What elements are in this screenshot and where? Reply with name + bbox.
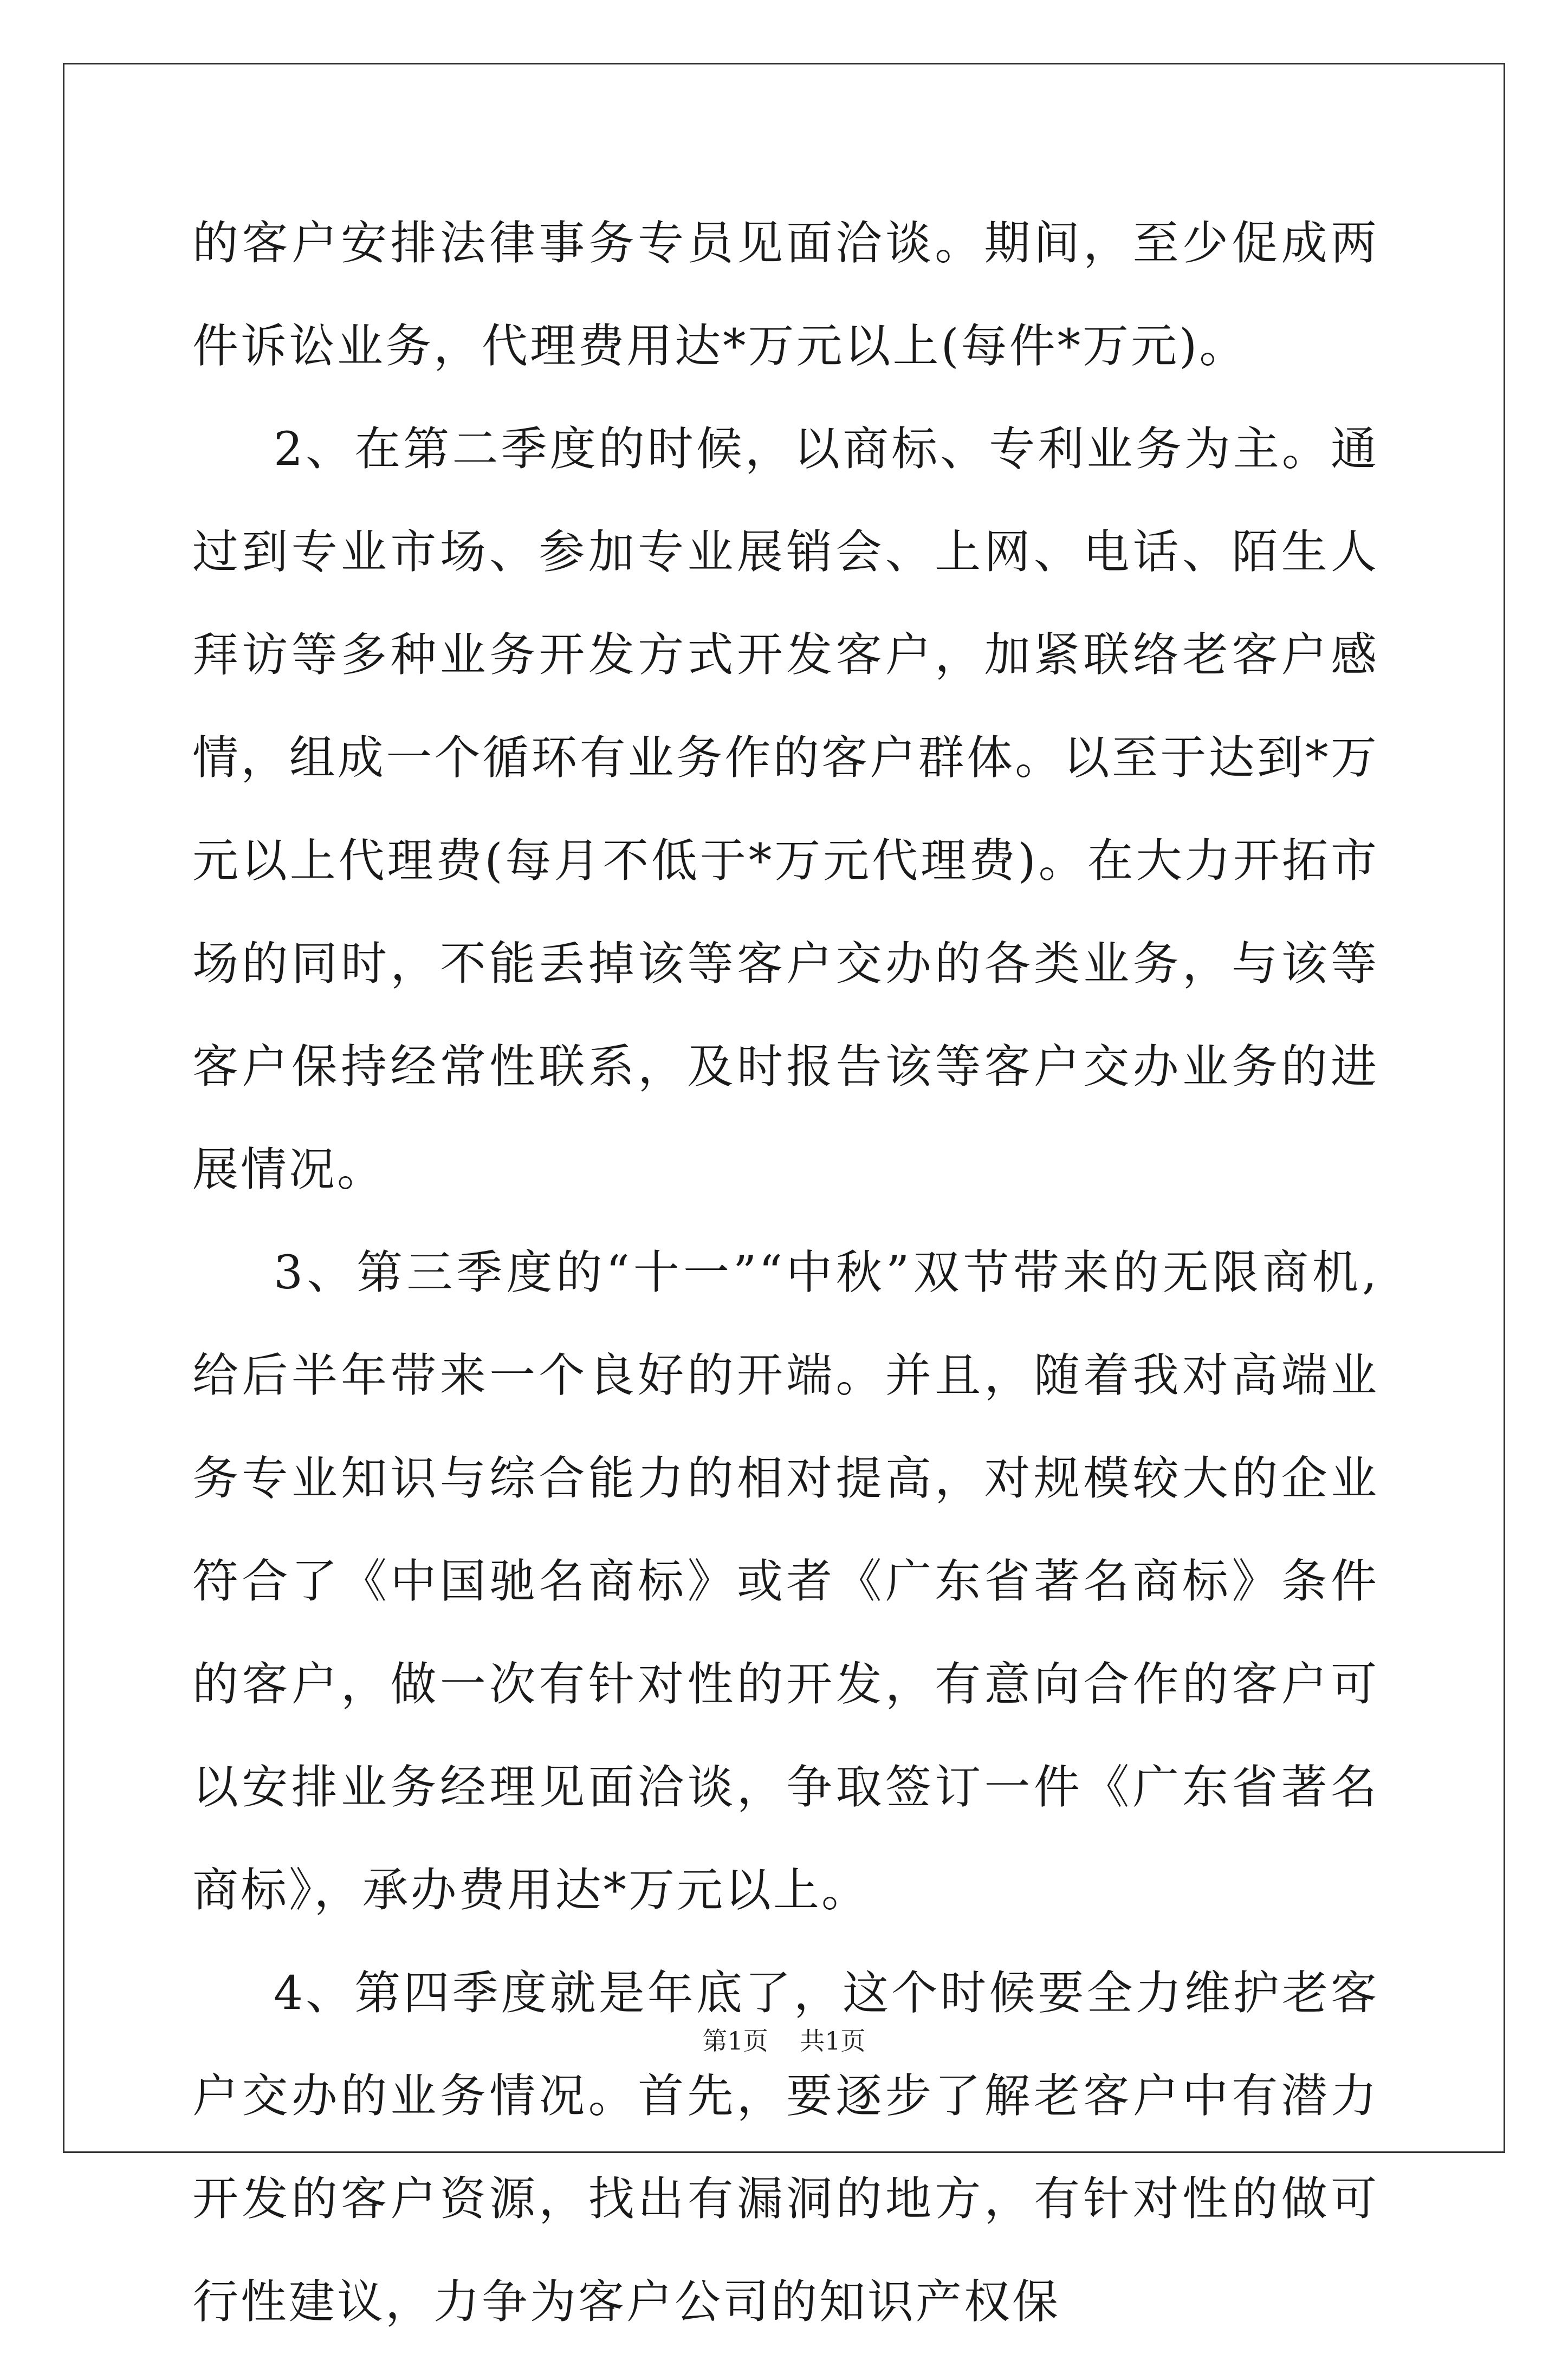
page-total: 共1页 (800, 2026, 866, 2055)
paragraph-q4-plan: 4、第四季度就是年底了，这个时候要全力维护老客户交办的业务情况。首先，要逐步了解老客户中有潜力开发的客户资源，找出有漏洞的地方，有针对性的做可行性建议，力争为客户公司的知识产权保 (192, 1967, 1379, 2329)
paragraph-q2-plan: 2、在第二季度的时候，以商标、专利业务为主。通过到专业市场、参加专业展销会、上网、电话、陌生人拜访等多种业务开发方式开发客户，加紧联络老客户感情，组成一个循环有业务作的客户群体。以至于达到*万元以上代理费(每月不低于*万元代理费)。在大力开拓市场的同时，不能丢掉该等客户交办的各类业务，与该等客户保持经常性联系，及时报告该等客户交办业务的进展情况。 (192, 423, 1379, 1197)
paragraph-q3-plan: 3、第三季度的“十一”“中秋”双节带来的无限商机,给后半年带来一个良好的开端。并且，随着我对高端业务专业知识与综合能力的相对提高，对规模较大的企业符合了《中国驰名商标》或者《广东省著名商标》条件的客户，做一次有针对性的开发，有意向合作的客户可以安排业务经理见面洽谈，争取签订一件《广东省著名商标》，承办费用达*万元以上。 (192, 1246, 1379, 1917)
page-footer (0, 2025, 1568, 2057)
page-number: 第1页 (702, 2026, 768, 2055)
paragraph-continuation: 的客户安排法律事务专员见面洽谈。期间，至少促成两件诉讼业务，代理费用达*万元以上(每件*万元)。 (192, 217, 1379, 373)
